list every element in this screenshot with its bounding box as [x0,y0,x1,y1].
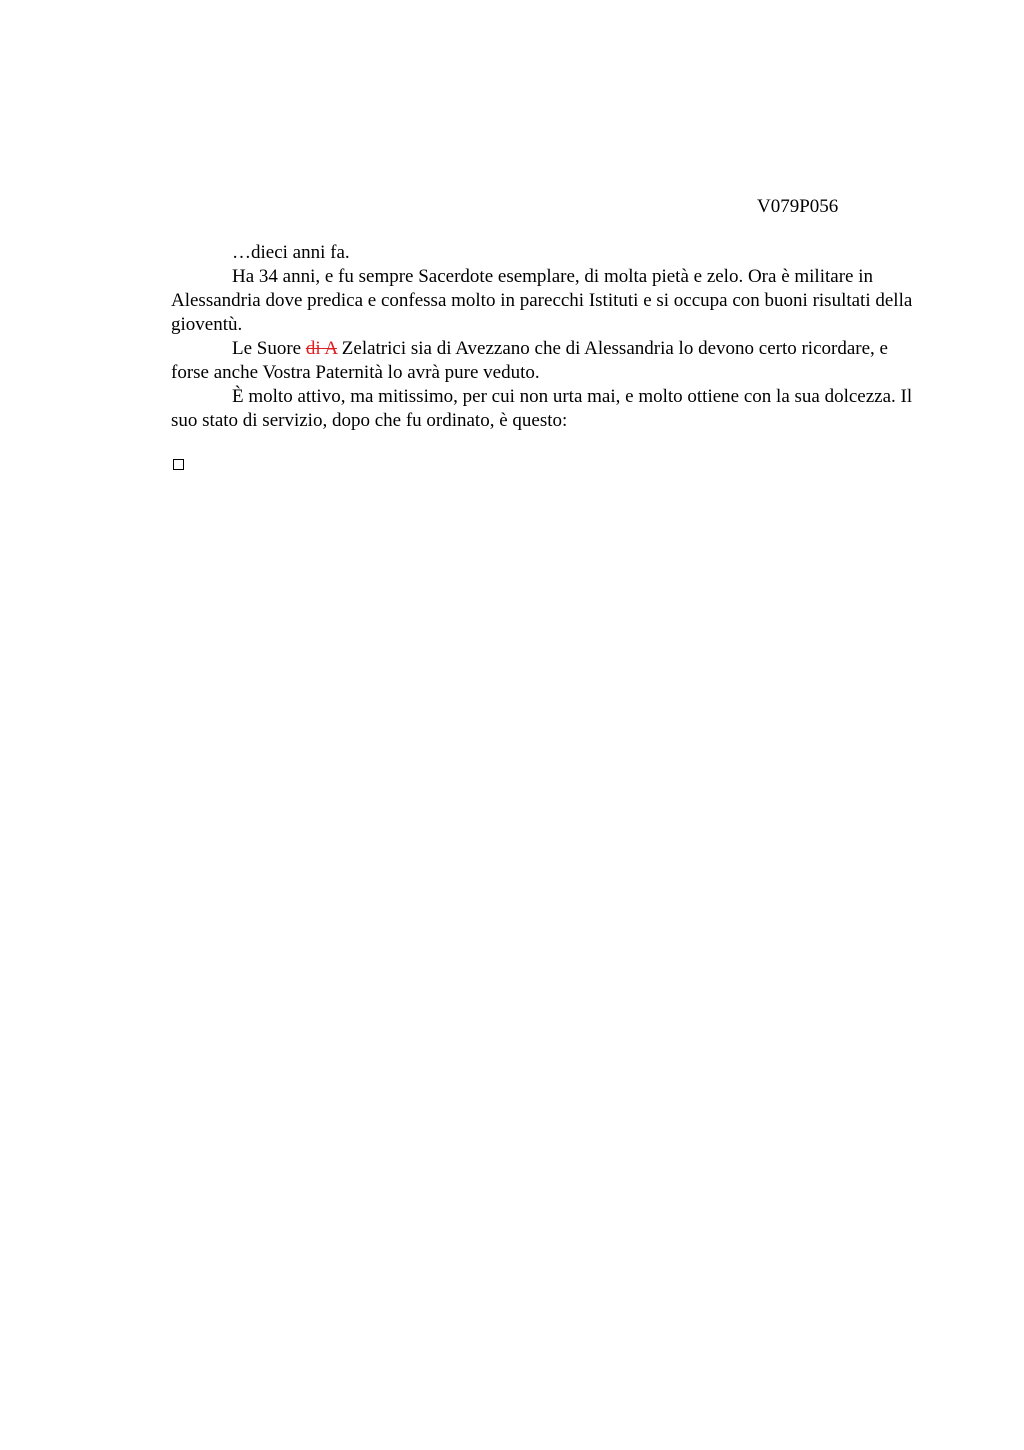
square-outline-icon [173,459,184,470]
paragraph-3 [171,337,916,385]
paragraph-4: È molto attivo, ma mitissimo, per cui non urta mai, e molto ottiene con la sua dolcezza. Il suo stato di servizio, dopo che fu ordinato, è questo: [171,386,913,431]
paragraph-1: …dieci anni fa. [232,242,350,263]
paragraph-3-end: Zelatrici sia di Avezzano che di Alessandria lo devono certo ricordare, e forse anche Vostra Paternità lo avrà pure veduto. [171,338,888,383]
paragraph-3-start: Le Suore [232,338,306,359]
struck-deletion: di A [305,338,338,359]
page-code: V079P056 [757,196,839,217]
document-body [171,241,916,433]
paragraph-2: Ha 34 anni, e fu sempre Sacerdote esemplare, di molta pietà e zelo. Ora è militare in Alessandria dove predica e confessa molto in parecchi Istituti e si occupa con buoni risultati della gioventù. [171,266,913,335]
